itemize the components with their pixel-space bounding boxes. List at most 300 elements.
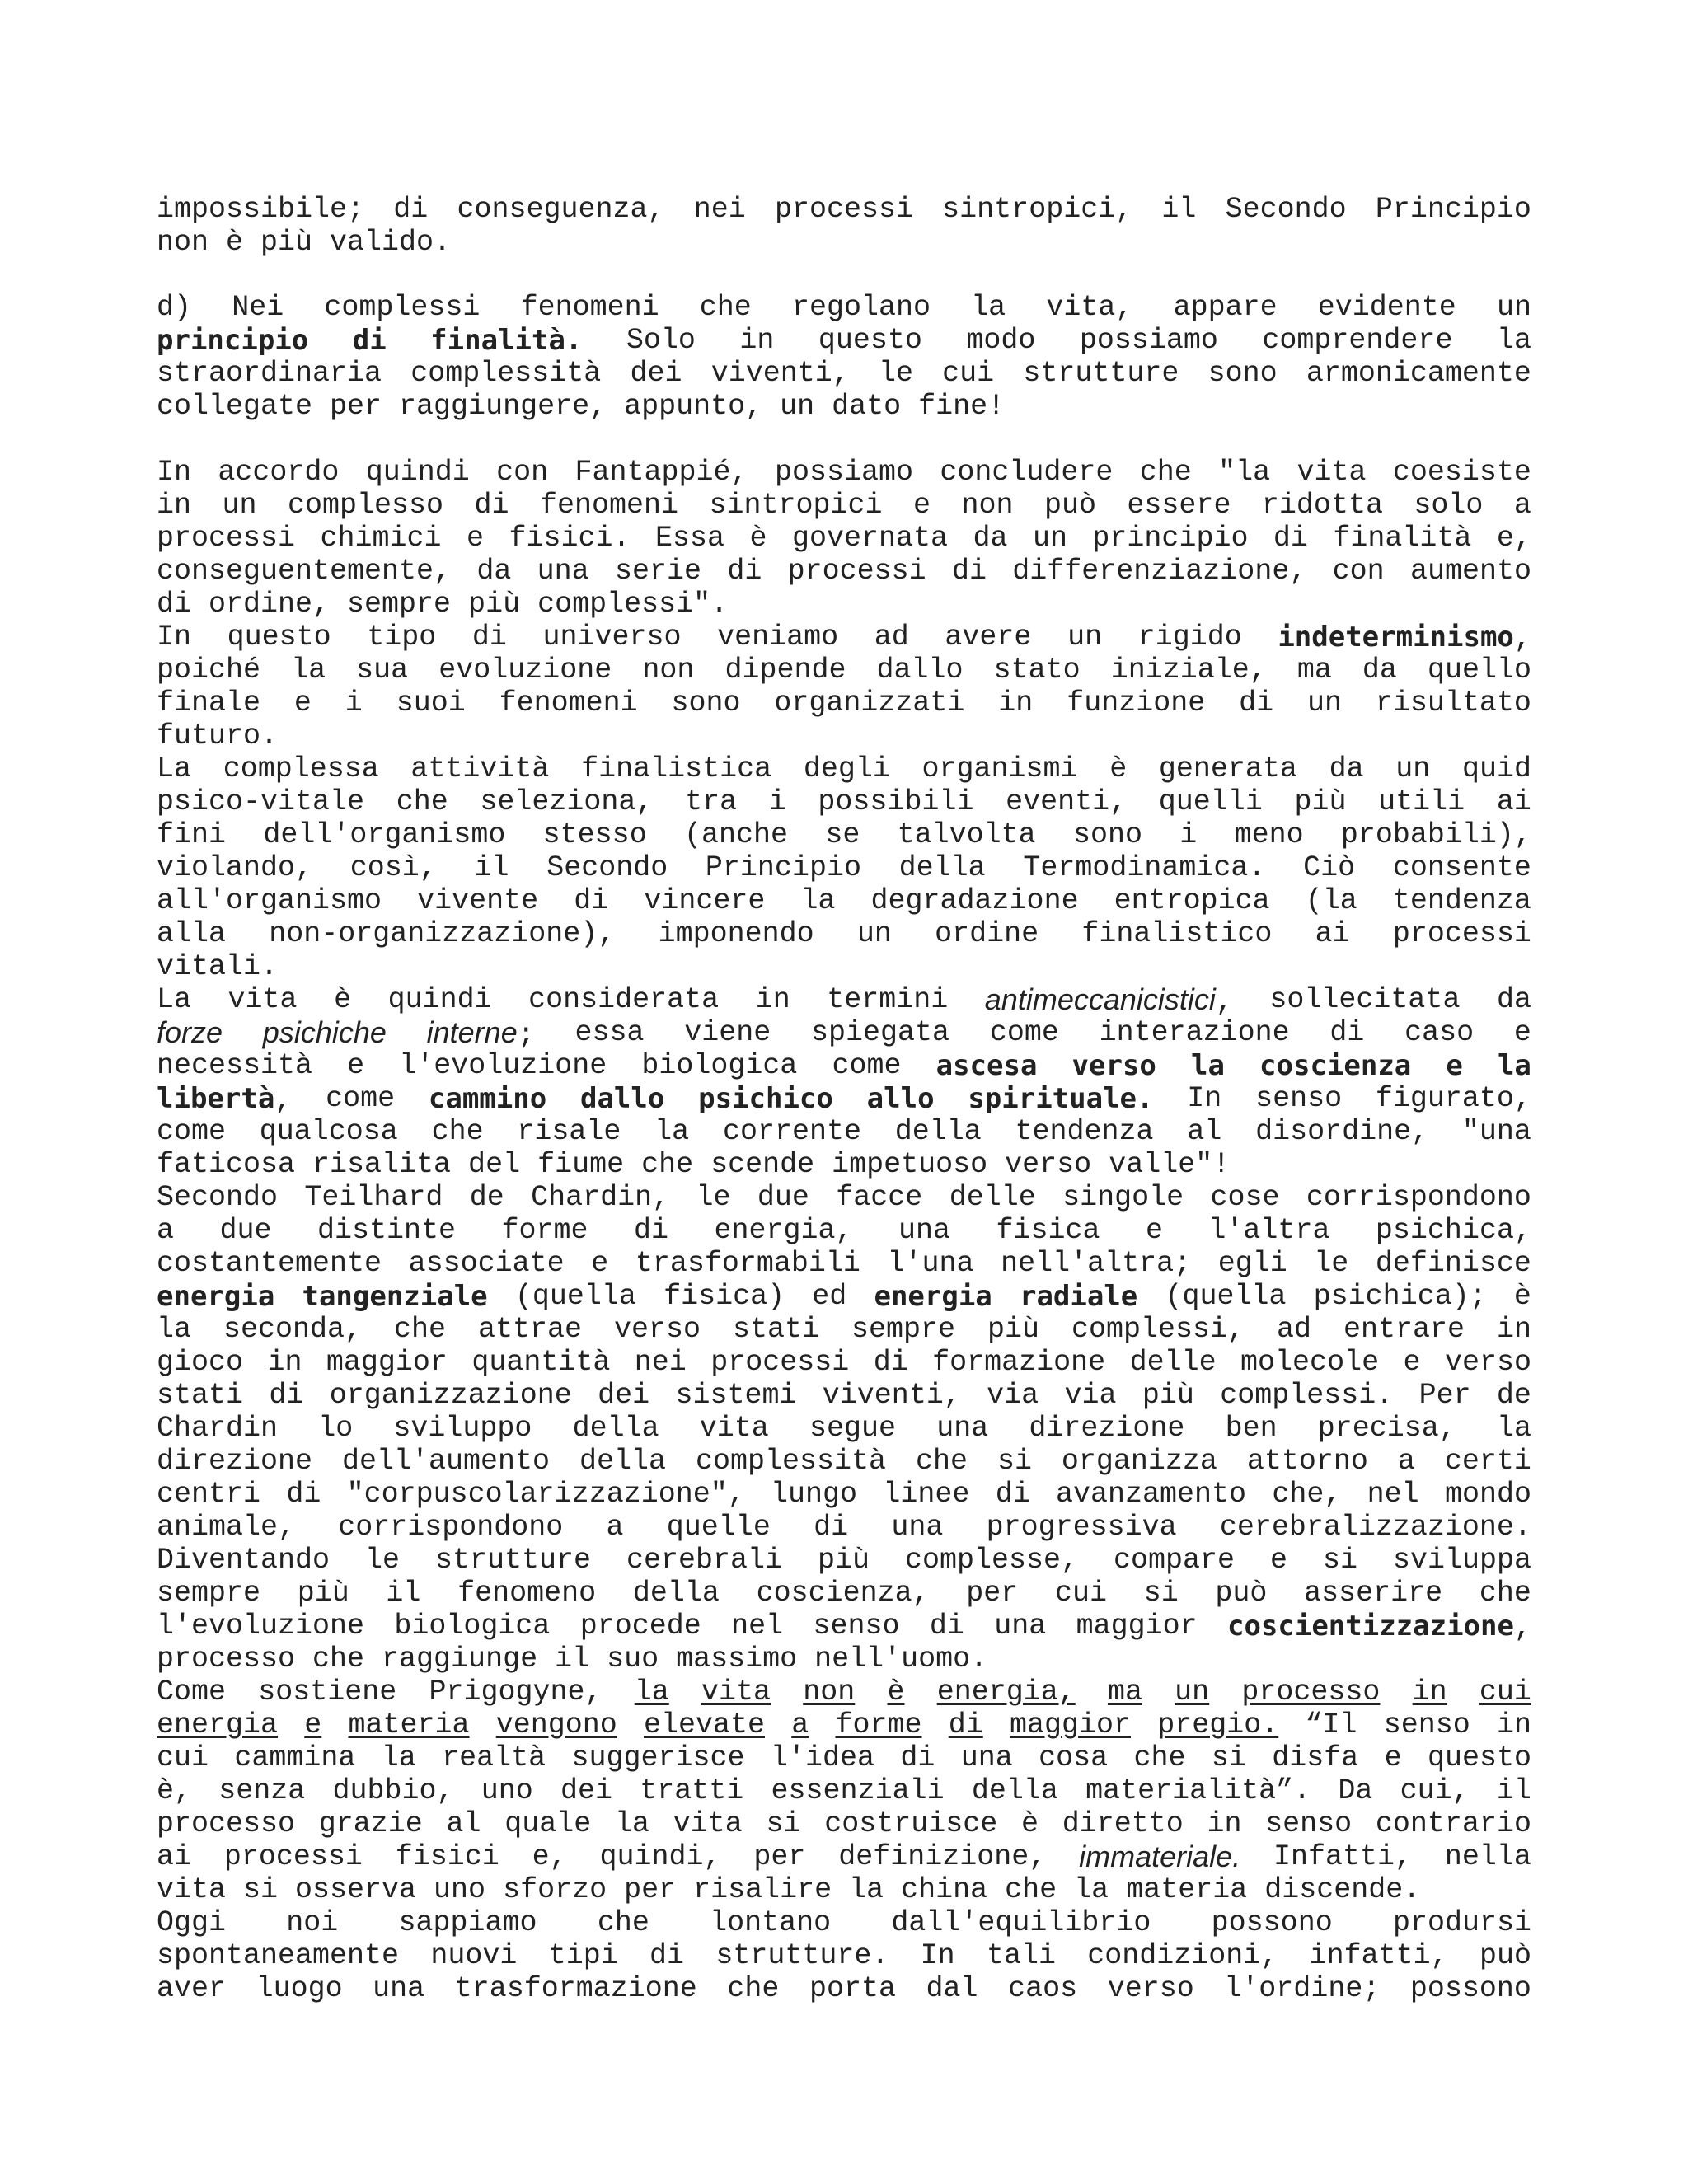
word: viventi,	[822, 1379, 961, 1412]
paragraph-1	[157, 193, 1531, 259]
word: cui	[942, 357, 995, 390]
word: di	[1329, 1016, 1365, 1049]
word: cui	[1479, 1675, 1531, 1708]
word: l'evoluzione	[157, 1610, 365, 1643]
word: organismi	[921, 752, 1078, 785]
word: che	[393, 1313, 446, 1346]
word: una	[891, 1511, 944, 1544]
word: de	[469, 1181, 504, 1214]
word: complessità	[410, 357, 602, 390]
word: dipende	[724, 654, 846, 687]
word: senza	[218, 1774, 306, 1807]
word: in	[1496, 1313, 1531, 1346]
word: le	[365, 1544, 401, 1577]
word: nei	[693, 193, 746, 226]
word: impossibile;	[157, 193, 365, 226]
word: appare	[1173, 291, 1278, 324]
text-line	[157, 785, 1531, 818]
word: senso	[1265, 1807, 1353, 1840]
word: dei	[598, 1379, 650, 1412]
word: che	[431, 1115, 484, 1148]
word: la	[1190, 1049, 1225, 1082]
word: in	[267, 1346, 302, 1379]
word: essere	[1127, 489, 1231, 522]
word: condizioni,	[1087, 1939, 1278, 1972]
word: maggior	[1009, 1708, 1131, 1741]
word: interne;	[426, 1016, 535, 1049]
word: "corpuscolarizzazione",	[346, 1478, 745, 1511]
word: sempre	[851, 1313, 955, 1346]
word: Secondo	[1225, 193, 1347, 226]
word: come	[832, 1049, 902, 1082]
word: vita,	[1046, 291, 1133, 324]
word: associate	[408, 1247, 565, 1280]
word: che	[1479, 1577, 1531, 1610]
text-line	[157, 1511, 1531, 1544]
word: nell'altra;	[1001, 1247, 1192, 1280]
word: Diventando	[157, 1544, 331, 1577]
word: (quella	[514, 1280, 636, 1313]
word: de	[1496, 1379, 1531, 1412]
word: disfa	[1272, 1741, 1359, 1774]
word: di	[951, 555, 987, 588]
word: e	[293, 687, 312, 719]
word: entrare	[1343, 1313, 1465, 1346]
word: e	[1270, 1544, 1288, 1577]
text-line	[157, 1840, 1531, 1873]
word: si	[1143, 1577, 1179, 1610]
text-line: non è più valido.	[157, 226, 452, 259]
word: direzione	[157, 1445, 313, 1478]
word: come	[989, 1016, 1059, 1049]
word: lontano	[710, 1906, 832, 1939]
word: da	[1496, 983, 1531, 1016]
word: "la	[1218, 456, 1271, 489]
word: a	[1397, 1445, 1415, 1478]
word: degli	[803, 752, 890, 785]
word: comprendere	[1262, 324, 1453, 357]
word: questo	[818, 324, 922, 357]
text-line: collegate per raggiungere, appunto, un dato fine!	[157, 390, 1006, 423]
text-line	[157, 1807, 1531, 1840]
word: cammina	[234, 1741, 356, 1774]
word: con	[1332, 555, 1385, 588]
word: precisa,	[1317, 1412, 1456, 1445]
word: conseguenza,	[457, 193, 665, 226]
word: il	[1161, 193, 1197, 226]
word: così,	[349, 851, 437, 884]
text-line	[157, 1016, 1531, 1049]
word: sua	[356, 654, 409, 687]
word: si	[1211, 1741, 1246, 1774]
word: probabili),	[1340, 818, 1531, 851]
word: universo	[542, 621, 682, 654]
word: la	[1497, 1049, 1531, 1082]
word: due	[757, 1181, 809, 1214]
word: maggior	[1076, 1610, 1198, 1643]
word: definisce	[1375, 1247, 1531, 1280]
word: ad	[874, 621, 909, 654]
word: più	[818, 1544, 870, 1577]
word: differenziazione,	[1012, 555, 1307, 588]
text-line: processo che raggiunge il suo massimo nell'uomo.	[157, 1643, 988, 1675]
word: di	[727, 555, 762, 588]
word: coscienza	[1259, 1049, 1412, 1082]
word: ben	[1225, 1412, 1278, 1445]
word: complesso	[287, 489, 443, 522]
word: In	[920, 1939, 955, 1972]
word: da	[1362, 654, 1397, 687]
word: quelli	[1158, 785, 1263, 818]
word: un	[222, 489, 257, 522]
word: eventi,	[1006, 785, 1128, 818]
word: talvolta	[897, 818, 1036, 851]
word: considerata	[528, 983, 720, 1016]
word: a	[157, 1214, 175, 1247]
text-line	[157, 1939, 1531, 1972]
word: quid	[1461, 752, 1531, 785]
word: verso	[613, 1313, 701, 1346]
word: sintropici,	[942, 193, 1133, 226]
word: può	[1043, 489, 1096, 522]
word: la	[614, 1807, 649, 1840]
word: processi	[710, 1346, 850, 1379]
word: si	[996, 1445, 1032, 1478]
text-line	[157, 1115, 1531, 1148]
word: processi	[1392, 917, 1531, 950]
word: In	[157, 621, 192, 654]
word: non-organizzazione),	[269, 917, 616, 950]
word: tali	[986, 1939, 1056, 1972]
word: Infatti,	[1273, 1840, 1413, 1873]
word: avere	[945, 621, 1032, 654]
word: cammino	[428, 1082, 547, 1115]
word: una	[936, 1412, 989, 1445]
word: qualcosa	[259, 1115, 398, 1148]
word: l'una	[887, 1247, 974, 1280]
word: Secondo	[157, 1181, 279, 1214]
word: da	[1329, 752, 1364, 785]
word: più	[297, 1577, 349, 1610]
word: da	[476, 555, 512, 588]
word: (anche	[684, 818, 789, 851]
word: risultato	[1375, 687, 1531, 719]
word: è	[1513, 1280, 1531, 1313]
word: l'ordine;	[1224, 1972, 1381, 2005]
word: allo	[866, 1082, 935, 1115]
word: i	[345, 687, 363, 719]
word: come	[326, 1082, 396, 1115]
word: antimeccanicistici,	[984, 983, 1233, 1016]
word: e,	[532, 1840, 567, 1873]
word: il	[1496, 1774, 1531, 1807]
word: Principio	[705, 851, 861, 884]
word: Come	[157, 1675, 227, 1708]
word: animale,	[157, 1511, 296, 1544]
word: della	[898, 851, 986, 884]
word: ma	[1296, 654, 1332, 687]
word: possiamo	[774, 456, 913, 489]
word: all'organismo	[157, 884, 382, 917]
word: elevate	[643, 1708, 766, 1741]
text-line	[157, 917, 1531, 950]
word: “Il	[1305, 1708, 1357, 1741]
word: corrente	[722, 1115, 861, 1148]
word: in	[1412, 1675, 1447, 1708]
word: della	[572, 1412, 659, 1445]
word: complesse,	[904, 1544, 1079, 1577]
word: la	[1496, 324, 1531, 357]
word: direzione	[1029, 1412, 1185, 1445]
word: degradazione	[870, 884, 1079, 917]
word: la	[1496, 1412, 1531, 1445]
word: segue	[809, 1412, 897, 1445]
word: non	[961, 489, 1014, 522]
text-line: vita si osserva uno sforzo per risalire la china che la materia discende.	[157, 1873, 1421, 1906]
word: imponendo	[658, 917, 814, 950]
word: luogo	[256, 1972, 343, 2005]
word: uno	[481, 1774, 533, 1807]
word: asserire	[1304, 1577, 1443, 1610]
word: psichica,	[1375, 1214, 1531, 1247]
word: processi	[157, 522, 296, 555]
word: di	[474, 489, 509, 522]
text-line: vitali.	[157, 950, 279, 983]
word: quindi	[387, 983, 492, 1016]
word: cui	[1055, 1577, 1108, 1610]
word: sono	[671, 687, 741, 719]
word: cose	[1210, 1181, 1280, 1214]
word: in	[1496, 1708, 1531, 1741]
word: facce	[836, 1181, 923, 1214]
word: non	[803, 1675, 856, 1708]
word: può	[1215, 1577, 1268, 1610]
word: psichico	[698, 1082, 833, 1115]
word: ed	[812, 1280, 847, 1313]
text-line	[157, 1577, 1531, 1610]
word: linee	[883, 1478, 970, 1511]
text-line	[157, 522, 1531, 555]
word: sollecitata	[1269, 983, 1461, 1016]
word: vita	[701, 1675, 771, 1708]
word: energia,	[714, 1214, 853, 1247]
word: sono	[1072, 818, 1142, 851]
word: e	[1513, 1016, 1531, 1049]
word: che	[597, 1906, 649, 1939]
word: (quella	[1165, 1280, 1287, 1313]
word: attività	[410, 752, 550, 785]
word: dei	[560, 1774, 613, 1807]
word: Per	[1418, 1379, 1471, 1412]
word: aumento	[1409, 555, 1531, 588]
word: processi	[774, 193, 913, 226]
word: processi	[223, 1840, 363, 1873]
word: e	[467, 522, 485, 555]
word: la	[634, 1675, 669, 1708]
word: di	[286, 1478, 321, 1511]
word: l'evoluzione	[399, 1049, 607, 1082]
word: attrae	[477, 1313, 582, 1346]
word: viene	[684, 1016, 771, 1049]
word: Chardin,	[531, 1181, 670, 1214]
word: di	[1239, 687, 1274, 719]
text-line	[157, 1247, 1531, 1280]
word: si	[1322, 1544, 1357, 1577]
word: fini	[157, 818, 227, 851]
paragraph-equilibrio	[157, 1906, 1531, 2005]
word: possono	[1211, 1906, 1333, 1939]
word: senso	[1383, 1708, 1470, 1741]
word: tipo	[367, 621, 437, 654]
word: di	[269, 1379, 304, 1412]
word: coesiste	[1392, 456, 1531, 489]
word: vita	[227, 983, 298, 1016]
word: ordine	[935, 917, 1039, 950]
word: fenomeni	[520, 291, 659, 324]
word: chimici	[320, 522, 442, 555]
paragraph-finalistica	[157, 752, 1531, 983]
word: gioco	[157, 1346, 244, 1379]
text-line	[157, 291, 1531, 324]
word: una	[960, 1741, 1013, 1774]
word: sintropici	[709, 489, 883, 522]
word: armonicamente	[1306, 357, 1531, 390]
word: è	[334, 983, 352, 1016]
word: utili	[1378, 785, 1465, 818]
word: è	[749, 522, 767, 555]
word: i	[768, 785, 786, 818]
word: al	[1187, 1115, 1222, 1148]
word: che	[915, 1445, 968, 1478]
word: della	[579, 1445, 667, 1478]
word: spirituale.	[968, 1082, 1154, 1115]
word: Essa	[654, 522, 724, 555]
word: indeterminismo,	[1278, 621, 1531, 654]
word: attorno	[1246, 1445, 1368, 1478]
paragraph-fantappie	[157, 456, 1531, 621]
word: progressiva	[986, 1511, 1177, 1544]
text-line: di ordine, sempre più complessi".	[157, 588, 729, 621]
word: maggior	[326, 1346, 448, 1379]
word: caso	[1404, 1016, 1475, 1049]
text-line	[157, 1478, 1531, 1511]
word: il	[474, 851, 509, 884]
word: stato	[993, 654, 1081, 687]
text-line	[157, 621, 1531, 654]
word: le	[1314, 1247, 1349, 1280]
word: i	[1179, 818, 1198, 851]
word: La	[157, 983, 192, 1016]
word: spiegata	[811, 1016, 950, 1049]
word: fenomeno	[457, 1577, 597, 1610]
word: compare	[1114, 1544, 1236, 1577]
word: essa	[574, 1016, 645, 1049]
word: una	[373, 1972, 425, 2005]
word: due	[219, 1214, 272, 1247]
word: può	[1479, 1939, 1531, 1972]
word: veniamo	[717, 621, 839, 654]
word: tendenza	[1392, 884, 1531, 917]
word: si	[766, 1807, 801, 1840]
word: fenomeni	[539, 489, 678, 522]
word: via	[987, 1379, 1039, 1412]
word: della	[894, 1115, 982, 1148]
text-line	[157, 1972, 1531, 2005]
word: nel	[1367, 1478, 1419, 1511]
word: un	[1175, 1675, 1210, 1708]
word: complessi.	[1220, 1379, 1394, 1412]
word: biologica	[394, 1610, 551, 1643]
text-line	[157, 1445, 1531, 1478]
word: solo	[1414, 489, 1484, 522]
word: La	[157, 752, 192, 785]
word: distinte	[316, 1214, 456, 1247]
word: con	[496, 456, 549, 489]
word: di	[649, 1939, 685, 1972]
word: In	[157, 456, 192, 489]
word: e	[304, 1708, 322, 1741]
word: in	[739, 324, 775, 357]
paragraph-d	[157, 291, 1531, 423]
word: quelle	[666, 1511, 771, 1544]
word: dal	[926, 1972, 978, 2005]
word: finalità.	[430, 324, 583, 357]
word: di	[929, 1610, 964, 1643]
word: energia	[874, 1280, 992, 1313]
word: una	[537, 555, 589, 588]
word: porta	[809, 1972, 896, 2005]
word: come	[157, 1115, 227, 1148]
word: concludere	[940, 456, 1114, 489]
word: lungo	[771, 1478, 858, 1511]
word: stati	[157, 1379, 244, 1412]
text-line	[157, 752, 1531, 785]
word: aver	[157, 1972, 227, 2005]
word: vita	[1296, 456, 1367, 489]
word: per	[966, 1577, 1019, 1610]
word: cerebrali	[626, 1544, 783, 1577]
word: vita	[699, 1412, 769, 1445]
word: e	[347, 1049, 365, 1082]
word: le	[696, 1181, 731, 1214]
word: lo	[318, 1412, 354, 1445]
text-line	[157, 489, 1531, 522]
word: trasformazione	[454, 1972, 697, 2005]
word: principio	[1092, 522, 1249, 555]
word: caos	[1008, 1972, 1078, 2005]
word: che	[699, 291, 752, 324]
word: disordine,	[1255, 1115, 1429, 1148]
word: straordinaria	[157, 357, 382, 390]
word: egli	[1217, 1247, 1287, 1280]
text-line	[157, 884, 1531, 917]
text-line	[157, 1181, 1531, 1214]
word: spontaneamente	[157, 1939, 400, 1972]
word: tangenziale	[302, 1280, 488, 1313]
word: entropica	[1114, 884, 1270, 917]
word: e	[1384, 1741, 1402, 1774]
word: è	[1020, 1807, 1039, 1840]
word: strutture	[435, 1544, 592, 1577]
text-line	[157, 1906, 1531, 1939]
paragraph-indeterminismo	[157, 621, 1531, 752]
word: certi	[1444, 1445, 1531, 1478]
word: ridotta	[1261, 489, 1383, 522]
word: serie	[614, 555, 702, 588]
text-line	[157, 687, 1531, 719]
word: funzione	[1067, 687, 1206, 719]
word: di	[352, 324, 387, 357]
